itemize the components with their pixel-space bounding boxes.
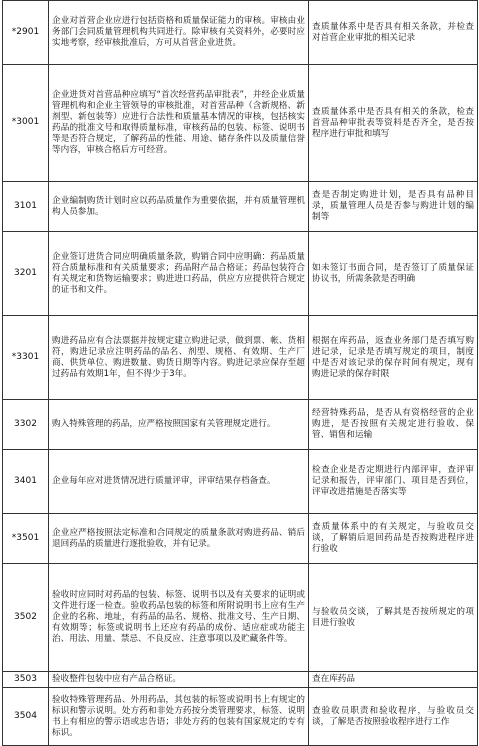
item-check-method: 查质量体系中的有关规定，与验收员交谈，了解销后退回药品是否按购进程序进行验收 — [309, 514, 478, 564]
item-requirement: 验收时应同时对药品的包装、标签、说明书以及有关要求的证明或文件进行逐一检查。验收药品包装的标签和所附说明书上应有生产企业的名称、地址，有药品的品名、规格、批准文号、生产日期、有效期等；标签或说明书上还应有药品的成份、适应症或功能主治、用法、用量、禁忌、不良反应、注意事项以及贮藏条件等。 — [49, 564, 309, 672]
item-check-method: 经营特殊药品，是否从有资格经营的企业购进，是否按照有关规定进行验收、保管、销售和运输 — [309, 400, 478, 450]
item-check-method: 查质量体系中是否具有相关的条款，检查首营品种审批表等资料是否齐全，是否按程序进行审批和填写 — [309, 65, 478, 182]
table-row — [3, 450, 478, 514]
table-row — [3, 1, 478, 65]
item-code: 3503 — [3, 672, 49, 688]
item-requirement: 验收特殊管理药品、外用药品，其包装的标签或说明书上有规定的标识和警示说明。处方药和非处方药按分类管理要求，标签、说明书上有相应的警示语或忠告语；非处方药的包装有国家规定的专有标识。 — [49, 688, 309, 746]
item-requirement: 验收整件包装中应有产品合格证。 — [49, 672, 309, 688]
inspection-table — [2, 0, 478, 746]
item-requirement: 企业每年应对进货情况进行质量评审，评审结果存档备查。 — [49, 450, 309, 514]
table-row — [3, 232, 478, 316]
item-requirement: 企业编制购货计划时应以药品质量作为重要依据，并有质量管理机构人员参加。 — [49, 182, 309, 232]
item-code: 3201 — [3, 232, 49, 316]
table-row — [3, 400, 478, 450]
table-row — [3, 688, 478, 746]
table-row — [3, 514, 478, 564]
table-row — [3, 316, 478, 400]
table-row — [3, 564, 478, 672]
item-code: 3401 — [3, 450, 49, 514]
item-requirement: 购进药品应有合法票据并按规定建立购进记录，做到票、帐、货相符，购进记录应注明药品的品名、剂型、规格、有效期、生产厂商、供货单位、购进数量、购货日期等内容。购进记录应保存至超过药品有效期1年，但不得少于3年。 — [49, 316, 309, 400]
item-check-method: 查质量体系中是否具有相关条款，并检查对首营企业审批的相关记录 — [309, 1, 478, 65]
item-code: *3001 — [3, 65, 49, 182]
item-code: 3302 — [3, 400, 49, 450]
item-check-method: 检查企业是否定期进行内部评审，查评审记录和报告，评审部门、项目是否到位，评审改进措施是否落实等 — [309, 450, 478, 514]
item-check-method: 查是否制定购进计划，是否具有品种目录，质量管理人员是否参与购进计划的编制等 — [309, 182, 478, 232]
table-row — [3, 182, 478, 232]
item-check-method: 与验收员交谈，了解其是否按所规定的项目进行验收 — [309, 564, 478, 672]
item-requirement: 企业应严格按照法定标准和合同规定的质量条款对购进药品、销后退回药品的质量进行逐批验收，并有记录。 — [49, 514, 309, 564]
item-requirement: 企业进货对首营品种应填写“首次经营药品审批表”，并经企业质量管理机构和企业主管领导的审核批准，对首营品种（含新规格、新剂型、新包装等）应进行合法性和质量基本情况的审核，包括核实药品的批准文号和取得质量标准，审核药品的包装、标签、说明书等是否符合规定，了解药品的性能、用途、储存条件以及质量信誉等内容，审核合格后方可经营。 — [49, 65, 309, 182]
item-check-method: 查验收员职责和验收程序，与验收员交谈，了解是否按照验收程序进行工作 — [309, 688, 478, 746]
item-code: *3301 — [3, 316, 49, 400]
item-check-method: 根据在库药品，返查业务部门是否填写购进记录，记录是否填写规定的项目，制度中是否对该记录的保存时间有规定，现有购进记录的保存时限 — [309, 316, 478, 400]
item-code: 3504 — [3, 688, 49, 746]
table-row — [3, 65, 478, 182]
item-code: 3101 — [3, 182, 49, 232]
item-code: 3502 — [3, 564, 49, 672]
item-code: *3501 — [3, 514, 49, 564]
item-code: *2901 — [3, 1, 49, 65]
item-requirement: 企业签订进货合同应明确质量条款，购销合同中应明确：药品质量符合质量标准和有关质量要求；药品附产品合格证；药品包装符合有关规定和货物运输要求；购进进口药品，供应方应提供符合规定的证书和文件。 — [49, 232, 309, 316]
item-requirement: 购入特殊管理的药品，应严格按照国家有关管理规定进行。 — [49, 400, 309, 450]
item-check-method: 查在库药品 — [309, 672, 478, 688]
item-requirement: 企业对首营企业应进行包括资格和质量保证能力的审核。审核由业务部门会同质量管理机构共同进行。除审核有关资料外，必要时应实地考察，经审核批准后，方可从首营企业进货。 — [49, 1, 309, 65]
item-check-method: 如未签订书面合同，是否签订了质量保证协议书，所需条款是否明确 — [309, 232, 478, 316]
table-row — [3, 672, 478, 688]
